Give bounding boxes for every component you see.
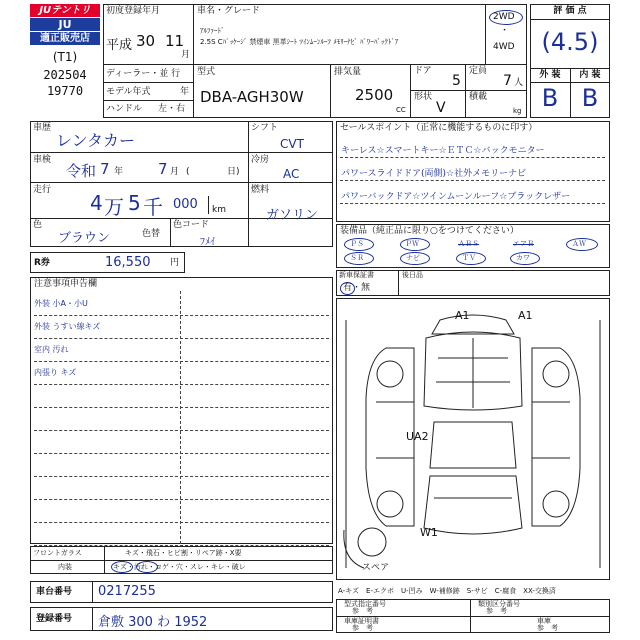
- color-change-label: 色替: [142, 229, 161, 239]
- model-name: ｱﾙﾌｧｰﾄﾞ: [200, 27, 225, 35]
- type-label: 型式: [197, 67, 216, 77]
- shift-label: シフト: [251, 123, 279, 133]
- doors-label: ドア: [414, 66, 432, 76]
- equip-navi: ナビ: [406, 254, 420, 262]
- mileage-sen-unit: 千: [143, 195, 163, 219]
- mileage-unit: km: [212, 205, 226, 215]
- recycle-value: 16,550: [105, 255, 151, 270]
- mileage-man-unit: 万: [104, 195, 124, 219]
- dealer-label: ディーラー・並 行: [106, 69, 181, 79]
- color-code-value: ﾌﾒｲ: [200, 237, 215, 248]
- ac-label: 冷房: [251, 155, 270, 165]
- capacity-value: 7: [503, 73, 512, 89]
- selling-point-line-2: パワースライドドア(両側)☆社外メモリーナビ: [341, 169, 527, 179]
- lot-number-1: 202504: [43, 68, 87, 82]
- rating-int-value: B: [581, 84, 599, 112]
- rating-int-label: 内 装: [579, 70, 601, 80]
- note-line-rule: [34, 430, 329, 431]
- mileage-label: 走行: [33, 185, 52, 195]
- lot-number-2: 19770: [46, 84, 84, 98]
- shift-value: CVT: [280, 137, 304, 151]
- interior-value: キズ・汚れ・コゲ・穴・スレ・キレ・破レ: [113, 563, 246, 571]
- garage-label: 車庫: [537, 617, 551, 625]
- note-line-rule: [34, 499, 329, 500]
- mileage-sen: 5: [128, 191, 141, 215]
- damage-mark-ua2: UA2: [406, 430, 429, 443]
- reg-month-unit: 月: [181, 50, 191, 60]
- car-diagram: [336, 298, 610, 580]
- model-year-unit: 年: [180, 87, 190, 97]
- notes-label: 注意事項申告欄: [34, 279, 98, 289]
- chassis-label: 車台番号: [36, 587, 73, 597]
- cert-ref-2: 参 考: [486, 607, 507, 615]
- grade: 2.5S Cﾊﾟｯｹｰｼﾞ 禁煙車 黒革ｼｰﾄ ﾂｲﾝﾑｰﾝﾙｰﾌ ﾒﾓﾘｰﾅﾋﾞ ﾊﾟﾜｰﾊﾞｯｸﾄﾞｱ: [200, 38, 399, 46]
- color-label: 色: [33, 220, 43, 230]
- note-line: 内張り キズ: [34, 368, 77, 377]
- disp-label: 排気量: [334, 67, 362, 77]
- handle-label: ハンドル: [106, 104, 143, 114]
- rating-ext-label: 外 装: [539, 70, 561, 80]
- mileage-man: 4: [90, 191, 103, 215]
- shape-label: 形状: [414, 92, 433, 102]
- damage-legend: A-キズ E-エクボ U-凹み W-補修跡 S-サビ C-腐食 XX-交換済: [338, 587, 556, 595]
- plate-label: 登録番号: [36, 614, 73, 624]
- note-line: 室内 汚れ: [34, 345, 69, 354]
- equip-abs: ＡＢＳ: [458, 240, 479, 248]
- garage-cert-label: 車庫証明書: [344, 617, 379, 625]
- capacity-unit: 人: [514, 78, 524, 88]
- color-value: ブラウン: [58, 231, 111, 246]
- inspection-day-paren: (: [186, 167, 190, 177]
- history-label: 車歴: [33, 123, 52, 133]
- damage-mark-a1-left: A1: [455, 309, 470, 322]
- chassis-box: [30, 581, 333, 603]
- reg-era: 平成: [106, 38, 133, 53]
- note-line-rule: [34, 384, 329, 385]
- equip-pw: ＰＷ: [405, 240, 419, 248]
- mileage-rest: 000: [173, 197, 198, 212]
- reg-month: 11: [165, 32, 185, 50]
- damage-mark-a1-right: A1: [518, 309, 533, 322]
- inspection-day-unit: 日): [227, 167, 240, 177]
- plate-value: 倉敷 300 わ 1952: [98, 615, 208, 630]
- rating-score: (4.5): [541, 28, 599, 56]
- color-code-label: 色コード: [173, 220, 210, 230]
- equip-ps: ＰＳ: [350, 240, 364, 248]
- load-label: 積載: [469, 92, 488, 102]
- ac-value: AC: [283, 167, 300, 181]
- cert-ref-3: 参 考: [352, 624, 373, 632]
- disp-unit: CC: [396, 106, 406, 114]
- load-unit: kg: [513, 107, 522, 115]
- cert-ref-4: 参 考: [537, 624, 558, 632]
- logo-mark: JU: [30, 18, 100, 31]
- note-line-rule: [34, 453, 329, 454]
- note-line-rule: [34, 338, 329, 339]
- equip-sr: ＳＲ: [350, 254, 364, 262]
- warranty-value: 有・無: [343, 283, 371, 293]
- spare-label: スペア: [362, 563, 390, 573]
- next-reg-label: 後日品: [402, 271, 423, 279]
- cert-ref-1: 参 考: [352, 607, 373, 615]
- cert-type-label: 型式指定番号: [344, 600, 386, 608]
- selling-points-label: セールスポイント（正常に機能するものに印す）: [340, 123, 538, 133]
- reg-year: 30: [136, 32, 156, 50]
- equipment-label: 装備品（純正品に限り○をつけてください）: [340, 226, 519, 236]
- disp-value: 2500: [355, 86, 394, 104]
- selling-point-line-1: キーレス☆スマートキー☆ＥＴＣ☆バックモニター: [341, 146, 545, 156]
- drive-2wd: 2WD: [493, 12, 515, 22]
- note-line: 外装 小A・小U: [34, 299, 88, 308]
- warranty-label: 新車保証書: [339, 271, 374, 279]
- warranty-box: [336, 270, 610, 296]
- recycle-label: R券: [34, 258, 50, 268]
- type-value: DBA-AGH30W: [200, 88, 304, 106]
- damage-mark-w1: W1: [420, 526, 438, 539]
- fuel-value: ガソリン: [266, 208, 319, 223]
- inspection-year: 7: [100, 160, 110, 178]
- inspection-label: 車検: [33, 155, 52, 165]
- recycle-unit: 円: [170, 258, 180, 268]
- note-line-rule: [34, 476, 329, 477]
- capacity-label: 定員: [469, 66, 488, 76]
- doors-value: 5: [452, 73, 461, 89]
- inspection-year-unit: 年: [114, 167, 124, 177]
- chassis-value: 0217255: [98, 584, 156, 599]
- history-value: レンタカー: [56, 131, 135, 150]
- note-line-rule: [34, 407, 329, 408]
- name-grade-label: 車名・グレード: [197, 6, 261, 16]
- logo-top: JUテントリ: [30, 4, 100, 17]
- equip-airbag: エアＢ: [513, 240, 534, 248]
- drive-dot: ・: [500, 26, 510, 36]
- front-glass-value: キズ・飛石・ヒビ割・リペア跡・X要: [125, 549, 242, 557]
- equip-aw: ＡＷ: [572, 240, 586, 248]
- rating-ext-value: B: [541, 84, 559, 112]
- logo-box: [30, 4, 100, 46]
- inspection-month-unit: 月: [170, 167, 180, 177]
- note-line: 外装 うすい線キズ: [34, 322, 101, 331]
- inspection-era: 令和: [66, 162, 97, 180]
- note-line-rule: [34, 315, 329, 316]
- equip-leather: カワ: [516, 254, 530, 262]
- front-glass-label: フロントガラス: [33, 549, 82, 557]
- fuel-label: 燃料: [251, 185, 270, 195]
- drive-4wd: 4WD: [493, 42, 515, 52]
- reg-date-label: 初度登録年月: [106, 6, 161, 16]
- lot-code: (T1): [52, 50, 78, 64]
- interior-label: 内装: [58, 563, 72, 571]
- note-line-rule: [34, 361, 329, 362]
- handle-value: 左・右: [158, 104, 186, 114]
- note-line-rule: [34, 522, 329, 523]
- model-year-label: モデル年式: [106, 87, 151, 97]
- logo-bottom: 適正販売店: [30, 32, 100, 45]
- shape-value: V: [436, 100, 446, 116]
- notes-box: [30, 277, 333, 544]
- class-no-label: 類別区分番号: [478, 600, 520, 608]
- inspection-month: 7: [158, 160, 168, 178]
- selling-point-line-3: パワーバックドア☆ツインムーンルーフ☆ブラックレザー: [341, 192, 571, 202]
- rating-label: 評 価 点: [553, 6, 587, 16]
- equip-tv: ＴＶ: [462, 254, 476, 262]
